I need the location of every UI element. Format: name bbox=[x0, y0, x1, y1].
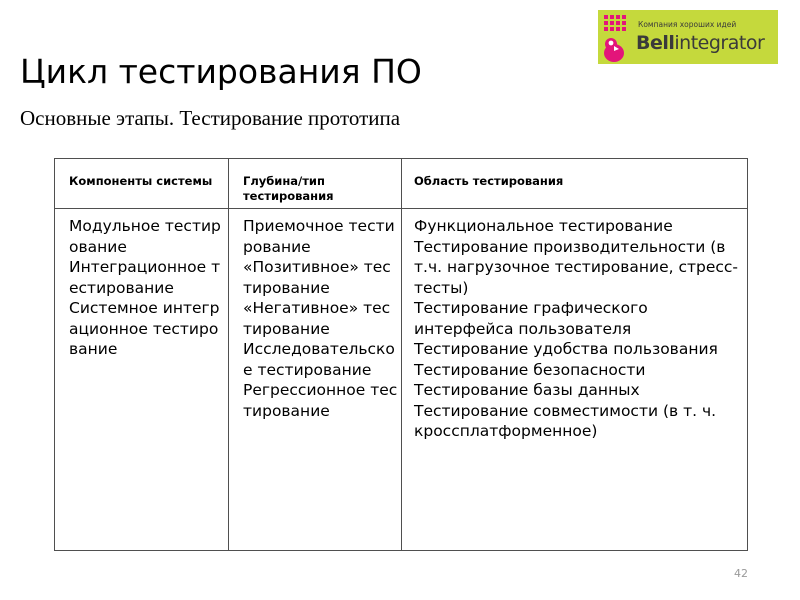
logo-mascot-icon bbox=[602, 36, 626, 62]
logo-tagline: Компания хороших идей bbox=[638, 20, 737, 29]
list-item: Исследовательское тестирование bbox=[243, 340, 395, 379]
cell-components bbox=[55, 209, 229, 551]
company-logo bbox=[598, 10, 778, 64]
logo-brand-regular: integrator bbox=[674, 32, 765, 54]
slide-subtitle: Основные этапы. Тестирование прототипа bbox=[20, 106, 401, 130]
logo-dots-icon bbox=[604, 15, 626, 31]
testing-table bbox=[54, 158, 748, 551]
list-item: Регрессионное тестирование bbox=[243, 381, 398, 420]
list-item: Тестирование базы данных bbox=[414, 381, 640, 399]
slide-title: Цикл тестирования ПО bbox=[20, 52, 422, 91]
logo-brand-bold: Bell bbox=[636, 32, 675, 54]
header-testing-area: Область тестирования bbox=[402, 159, 748, 209]
header-depth-type: Глубина/тип тестирования bbox=[229, 159, 402, 209]
list-item: «Негативное» тестирование bbox=[243, 299, 391, 338]
list-item: Тестирование производительности (в т.ч. нагрузочное тестирование, стресс-тесты) bbox=[414, 237, 739, 297]
cell-testing-area bbox=[402, 209, 748, 551]
list-item: Функциональное тестирование bbox=[414, 217, 673, 235]
list-item: Тестирование совместимости (в т. ч. кроссплатформенное) bbox=[414, 401, 717, 440]
cell-depth-type bbox=[229, 209, 402, 551]
list-item: Интеграционное тестирование bbox=[69, 258, 221, 297]
list-item: Тестирование безопасности bbox=[414, 360, 646, 379]
list-item: Системное интеграционное тестирование bbox=[69, 299, 220, 358]
list-item: Приемочное тестирование bbox=[243, 217, 395, 256]
page-number: 42 bbox=[734, 567, 748, 580]
list-item: «Позитивное» тестирование bbox=[243, 258, 391, 297]
table-row bbox=[55, 209, 748, 551]
list-item: Тестирование удобства пользования bbox=[414, 340, 718, 358]
list-item: Модульное тестирование bbox=[69, 217, 221, 256]
header-components: Компоненты системы bbox=[55, 159, 229, 209]
logo-brand bbox=[636, 31, 764, 55]
list-item: Тестирование графического интерфейса пользователя bbox=[414, 299, 648, 338]
table-header-row bbox=[55, 159, 748, 209]
